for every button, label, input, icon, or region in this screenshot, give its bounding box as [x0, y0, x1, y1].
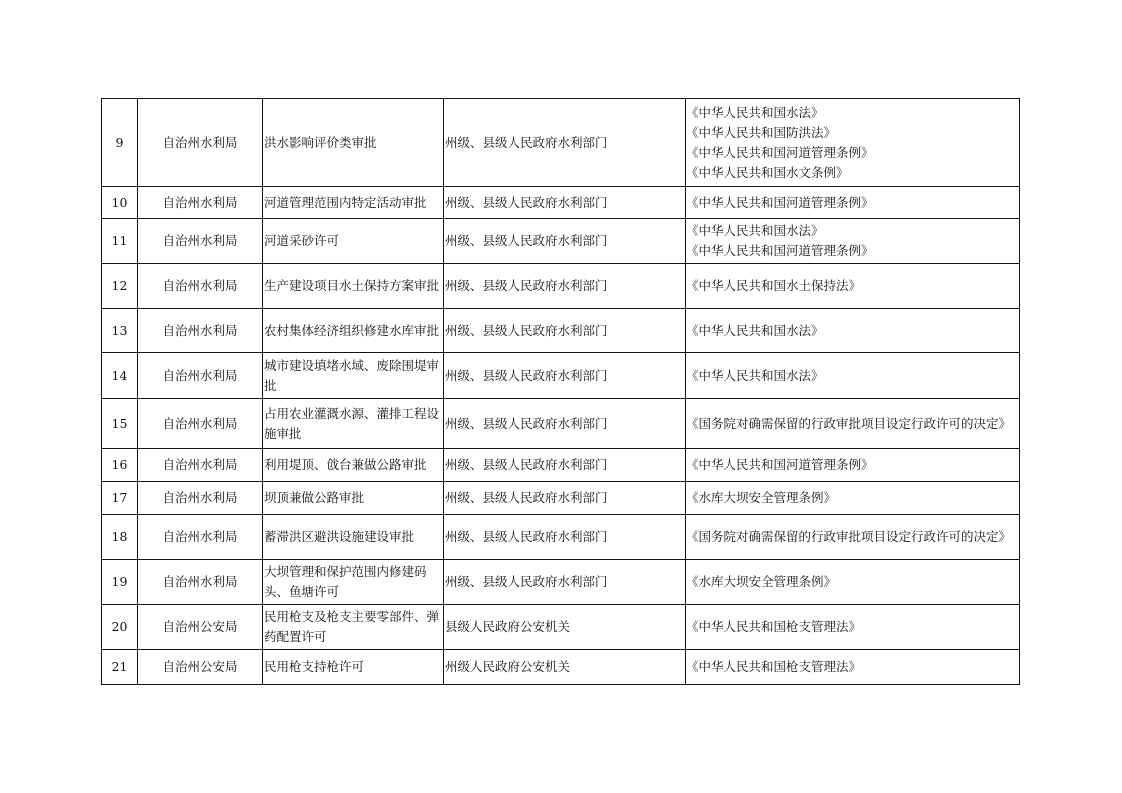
approval-item: 利用堤顶、戗台兼做公路审批: [263, 449, 444, 482]
table-row: [102, 449, 1020, 482]
legal-basis-line: 《中华人民共和国水法》: [686, 367, 824, 383]
legal-basis: [686, 309, 1020, 353]
legal-basis: [686, 605, 1020, 650]
implementing-department: 州级、县级人民政府水利部门: [444, 515, 686, 560]
approval-item: 河道采砂许可: [263, 219, 444, 264]
implementing-department: 州级人民政府公安机关: [444, 650, 686, 685]
legal-basis: [686, 482, 1020, 515]
legal-basis-line: 《中华人民共和国水土保持法》: [686, 278, 862, 293]
legal-basis: [686, 449, 1020, 482]
table-row: [102, 353, 1020, 399]
approval-item: 生产建设项目水土保持方案审批: [263, 264, 444, 309]
legal-basis: [686, 560, 1020, 605]
authority-name: 自治州公安局: [138, 605, 263, 650]
authority-name: 自治州公安局: [138, 650, 263, 685]
row-number: 9: [102, 99, 138, 187]
legal-basis: [686, 187, 1020, 219]
legal-basis: [686, 399, 1020, 449]
legal-basis-line: 《水库大坝安全管理条例》: [686, 490, 837, 505]
table-row: [102, 482, 1020, 515]
approval-item: 农村集体经济组织修建水库审批: [263, 309, 444, 353]
legal-basis-line: 《中华人民共和国防洪法》: [686, 124, 837, 140]
table-row: [102, 560, 1020, 605]
legal-basis-line: 《国务院对确需保留的行政审批项目设定行政许可的决定》: [686, 415, 1012, 431]
legal-basis-line: 《中华人民共和国水法》: [686, 223, 824, 238]
row-number: 15: [102, 399, 138, 449]
row-number: 10: [102, 187, 138, 219]
approval-item: 坝顶兼做公路审批: [263, 482, 444, 515]
legal-basis: [686, 650, 1020, 685]
approval-item: 洪水影响评价类审批: [263, 99, 444, 187]
row-number: 14: [102, 353, 138, 399]
legal-basis-line: 《国务院对确需保留的行政审批项目设定行政许可的决定》: [686, 529, 1012, 544]
authority-name: 自治州水利局: [138, 353, 263, 399]
implementing-department: 州级、县级人民政府水利部门: [444, 219, 686, 264]
approval-item: 河道管理范围内特定活动审批: [263, 187, 444, 219]
approval-item: 占用农业灌溉水源、灌排工程设施审批: [263, 399, 444, 449]
legal-basis-line: 《中华人民共和国水文条例》: [686, 164, 849, 180]
legal-basis-line: 《中华人民共和国河道管理条例》: [686, 243, 874, 258]
authority-name: 自治州水利局: [138, 515, 263, 560]
legal-basis-line: 《中华人民共和国枪支管理法》: [686, 619, 862, 634]
implementing-department: 州级、县级人民政府水利部门: [444, 482, 686, 515]
implementing-department: 州级、县级人民政府水利部门: [444, 353, 686, 399]
table-row: [102, 264, 1020, 309]
table-row: [102, 99, 1020, 187]
implementing-department: 州级、县级人民政府水利部门: [444, 449, 686, 482]
legal-basis-line: 《中华人民共和国河道管理条例》: [686, 457, 874, 472]
row-number: 11: [102, 219, 138, 264]
row-number: 17: [102, 482, 138, 515]
legal-basis-line: 《中华人民共和国枪支管理法》: [686, 659, 862, 674]
legal-basis-line: 《中华人民共和国水法》: [686, 104, 824, 120]
authority-name: 自治州水利局: [138, 309, 263, 353]
table-row: [102, 187, 1020, 219]
approval-item: 民用枪支及枪支主要零部件、弹药配置许可: [263, 605, 444, 650]
legal-basis: [686, 353, 1020, 399]
approval-item: 蓄滞洪区避洪设施建设审批: [263, 515, 444, 560]
row-number: 20: [102, 605, 138, 650]
row-number: 12: [102, 264, 138, 309]
legal-basis: [686, 99, 1020, 187]
table-row: [102, 219, 1020, 264]
authority-name: 自治州水利局: [138, 99, 263, 187]
implementing-department: 州级、县级人民政府水利部门: [444, 264, 686, 309]
implementing-department: 县级人民政府公安机关: [444, 605, 686, 650]
approval-item: 大坝管理和保护范围内修建码头、鱼塘许可: [263, 560, 444, 605]
legal-basis-line: 《水库大坝安全管理条例》: [686, 574, 837, 589]
authority-name: 自治州水利局: [138, 187, 263, 219]
authority-name: 自治州水利局: [138, 219, 263, 264]
implementing-department: 州级、县级人民政府水利部门: [444, 309, 686, 353]
legal-basis-line: 《中华人民共和国河道管理条例》: [686, 144, 874, 160]
row-number: 21: [102, 650, 138, 685]
row-number: 13: [102, 309, 138, 353]
row-number: 19: [102, 560, 138, 605]
legal-basis: [686, 219, 1020, 264]
table-row: [102, 650, 1020, 685]
approval-item: 民用枪支持枪许可: [263, 650, 444, 685]
implementing-department: 州级、县级人民政府水利部门: [444, 399, 686, 449]
table-row: [102, 399, 1020, 449]
legal-basis: [686, 515, 1020, 560]
authority-name: 自治州水利局: [138, 449, 263, 482]
legal-basis-line: 《中华人民共和国水法》: [686, 322, 824, 338]
approval-item: 城市建设填堵水域、废除围堤审批: [263, 353, 444, 399]
implementing-department: 州级、县级人民政府水利部门: [444, 99, 686, 187]
authority-name: 自治州水利局: [138, 399, 263, 449]
table-row: [102, 605, 1020, 650]
authority-name: 自治州水利局: [138, 264, 263, 309]
authority-name: 自治州水利局: [138, 560, 263, 605]
row-number: 16: [102, 449, 138, 482]
row-number: 18: [102, 515, 138, 560]
implementing-department: 州级、县级人民政府水利部门: [444, 560, 686, 605]
table-row: [102, 309, 1020, 353]
legal-basis: [686, 264, 1020, 309]
implementing-department: 州级、县级人民政府水利部门: [444, 187, 686, 219]
authority-name: 自治州水利局: [138, 482, 263, 515]
table-row: [102, 515, 1020, 560]
table-body: [102, 99, 1020, 685]
licensing-items-table: [101, 98, 1020, 685]
legal-basis-line: 《中华人民共和国河道管理条例》: [686, 194, 874, 210]
